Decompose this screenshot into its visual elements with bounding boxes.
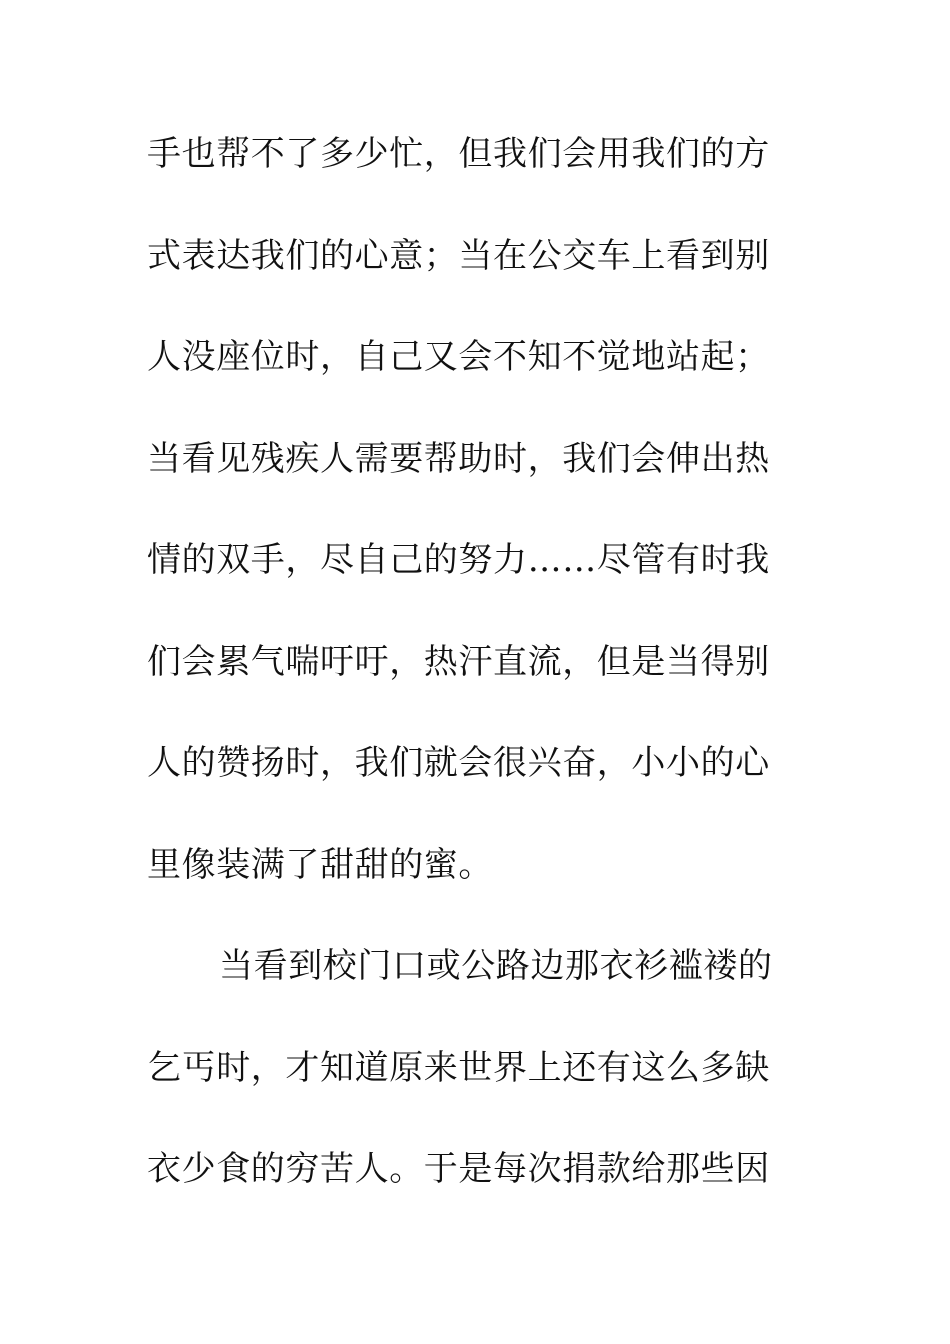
text-line: 乞丐时，才知道原来世界上还有这么多缺 <box>147 1047 770 1088</box>
text-line: 里像装满了甜甜的蜜。 <box>147 844 493 885</box>
body-text <box>147 124 807 1241</box>
text-line: 人没座位时，自己又会不知不觉地站起； <box>147 337 770 377</box>
paragraph-first-line: 当看到校门口或公路边那衣衫褴褛的 <box>219 946 773 986</box>
text-line: 手也帮不了多少忙，但我们会用我们的方 <box>147 134 770 174</box>
text-line: 情的双手，尽自己的努力……尽管有时我 <box>147 540 770 580</box>
text-line: 式表达我们的心意；当在公交车上看到别 <box>147 235 770 276</box>
text-line: 人的赞扬时，我们就会很兴奋，小小的心 <box>147 743 770 783</box>
text-line: 们会累气喘吁吁，热汗直流，但是当得别 <box>147 641 770 682</box>
text-line: 当看见残疾人需要帮助时，我们会伸出热 <box>147 438 770 479</box>
text-line: 衣少食的穷苦人。于是每次捐款给那些因 <box>147 1149 770 1189</box>
